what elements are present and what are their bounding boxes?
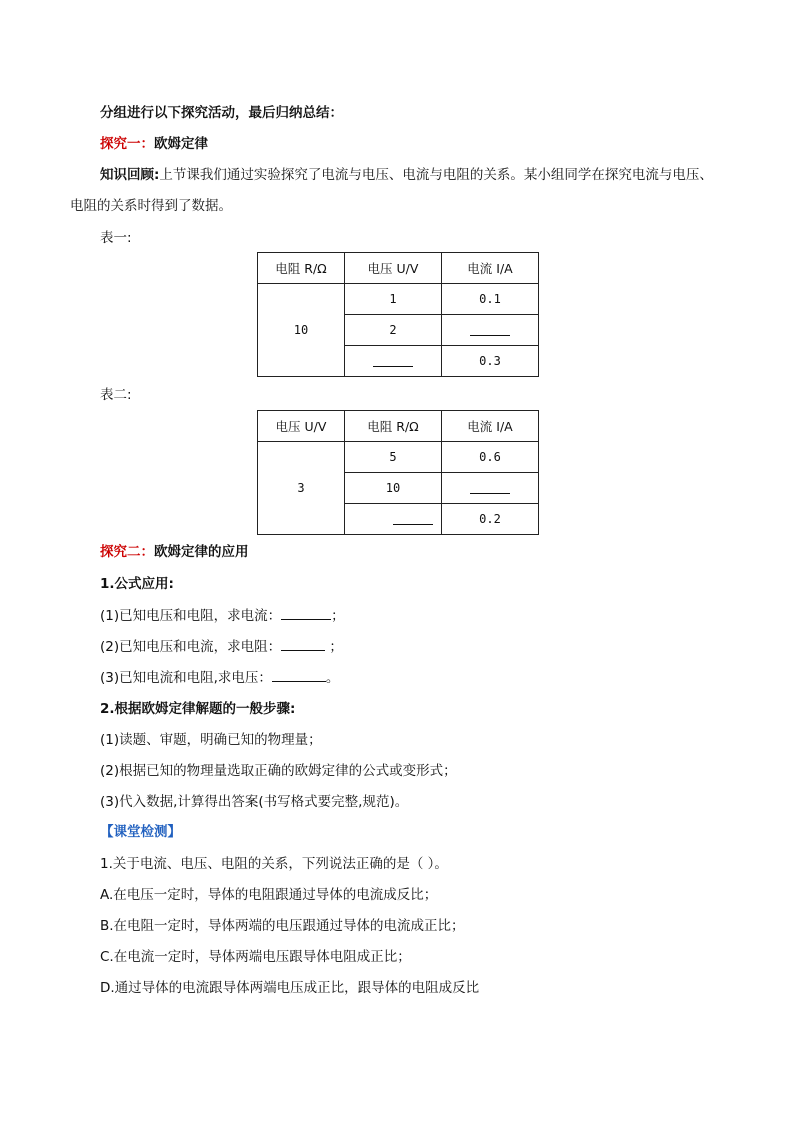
table2-header: 电流 I/A	[442, 411, 539, 442]
formula-item-end: 。	[325, 670, 340, 686]
table2-caption: 表二:	[100, 387, 132, 403]
formula-item-text: (3)已知电流和电阻,求电压：	[100, 670, 272, 686]
knowledge-text-1: 上节课我们通过实验探究了电流与电压、电流与电阻的关系。某小组同学在探究电流与电压、	[159, 167, 713, 183]
table1-header-row	[258, 253, 539, 284]
formula-item	[100, 605, 345, 626]
table-cell: 5	[345, 442, 442, 473]
check-option: B.在电阻一定时，导体两端的电压跟通过导体的电流成正比；	[100, 918, 465, 934]
table1-caption: 表一:	[100, 230, 132, 246]
explore2-prefix: 探究二：	[100, 544, 154, 560]
explore2-heading	[100, 542, 249, 562]
table-row	[258, 442, 539, 473]
step-item: (3)代入数据,计算得出答案(书写格式要完整,规范)。	[100, 794, 409, 810]
knowledge-line-1	[100, 165, 713, 185]
table-cell: 0.3	[442, 346, 539, 377]
knowledge-label: 知识回顾:	[100, 167, 160, 183]
table-cell-blank[interactable]	[345, 504, 442, 535]
table2	[257, 410, 539, 535]
check-option: D.通过导体的电流跟导体两端电压成正比，跟导体的电阻成反比	[100, 980, 480, 996]
check-option: C.在电流一定时，导体两端电压跟导体电阻成正比；	[100, 949, 411, 965]
formula-item-text: (1)已知电压和电阻，求电流：	[100, 608, 282, 624]
step-item: (1)读题、审题，明确已知的物理量；	[100, 732, 322, 748]
table-cell: 10	[345, 473, 442, 504]
formula-item-end: ；	[329, 639, 343, 655]
table2-header: 电压 U/V	[258, 411, 345, 442]
fill-blank[interactable]	[373, 352, 413, 367]
fill-blank[interactable]	[272, 667, 326, 682]
explore1-heading	[100, 134, 208, 154]
table-cell: 2	[345, 315, 442, 346]
fill-blank[interactable]	[281, 636, 325, 651]
table2-merged-cell: 3	[258, 442, 345, 535]
table1-merged-cell: 10	[258, 284, 345, 377]
check-title: 【课堂检测】	[100, 824, 181, 840]
table-cell: 0.1	[442, 284, 539, 315]
explore2-title: 欧姆定律的应用	[154, 544, 249, 560]
table-cell-blank[interactable]	[442, 473, 539, 504]
table1-header: 电流 I/A	[442, 253, 539, 284]
table1-header: 电压 U/V	[345, 253, 442, 284]
formula-heading: 1.公式应用:	[100, 576, 174, 592]
table-cell-blank[interactable]	[442, 315, 539, 346]
check-question: 1.关于电流、电压、电阻的关系，下列说法正确的是（ ）。	[100, 856, 448, 872]
formula-item-end: ；	[331, 608, 345, 624]
intro-line: 分组进行以下探究活动，最后归纳总结：	[100, 105, 343, 121]
table-cell: 0.6	[442, 442, 539, 473]
table2-header: 电阻 R/Ω	[345, 411, 442, 442]
table1	[257, 252, 539, 377]
fill-blank[interactable]	[470, 321, 510, 336]
formula-item	[100, 667, 339, 688]
check-option: A.在电压一定时，导体的电阻跟通过导体的电流成反比；	[100, 887, 438, 903]
step-item: (2)根据已知的物理量选取正确的欧姆定律的公式或变形式；	[100, 763, 457, 779]
table-cell-blank[interactable]	[345, 346, 442, 377]
table-cell: 1	[345, 284, 442, 315]
explore1-title: 欧姆定律	[154, 136, 208, 152]
formula-item-text: (2)已知电压和电流，求电阻：	[100, 639, 282, 655]
explore1-prefix: 探究一：	[100, 136, 154, 152]
fill-blank[interactable]	[470, 479, 510, 494]
table2-header-row	[258, 411, 539, 442]
fill-blank[interactable]	[281, 605, 331, 620]
knowledge-line-2: 电阻的关系时得到了数据。	[70, 198, 232, 214]
table-cell: 0.2	[442, 504, 539, 535]
fill-blank[interactable]	[393, 510, 433, 525]
formula-item	[100, 636, 343, 657]
table-row	[258, 284, 539, 315]
table1-header: 电阻 R/Ω	[258, 253, 345, 284]
steps-heading: 2.根据欧姆定律解题的一般步骤:	[100, 701, 296, 717]
